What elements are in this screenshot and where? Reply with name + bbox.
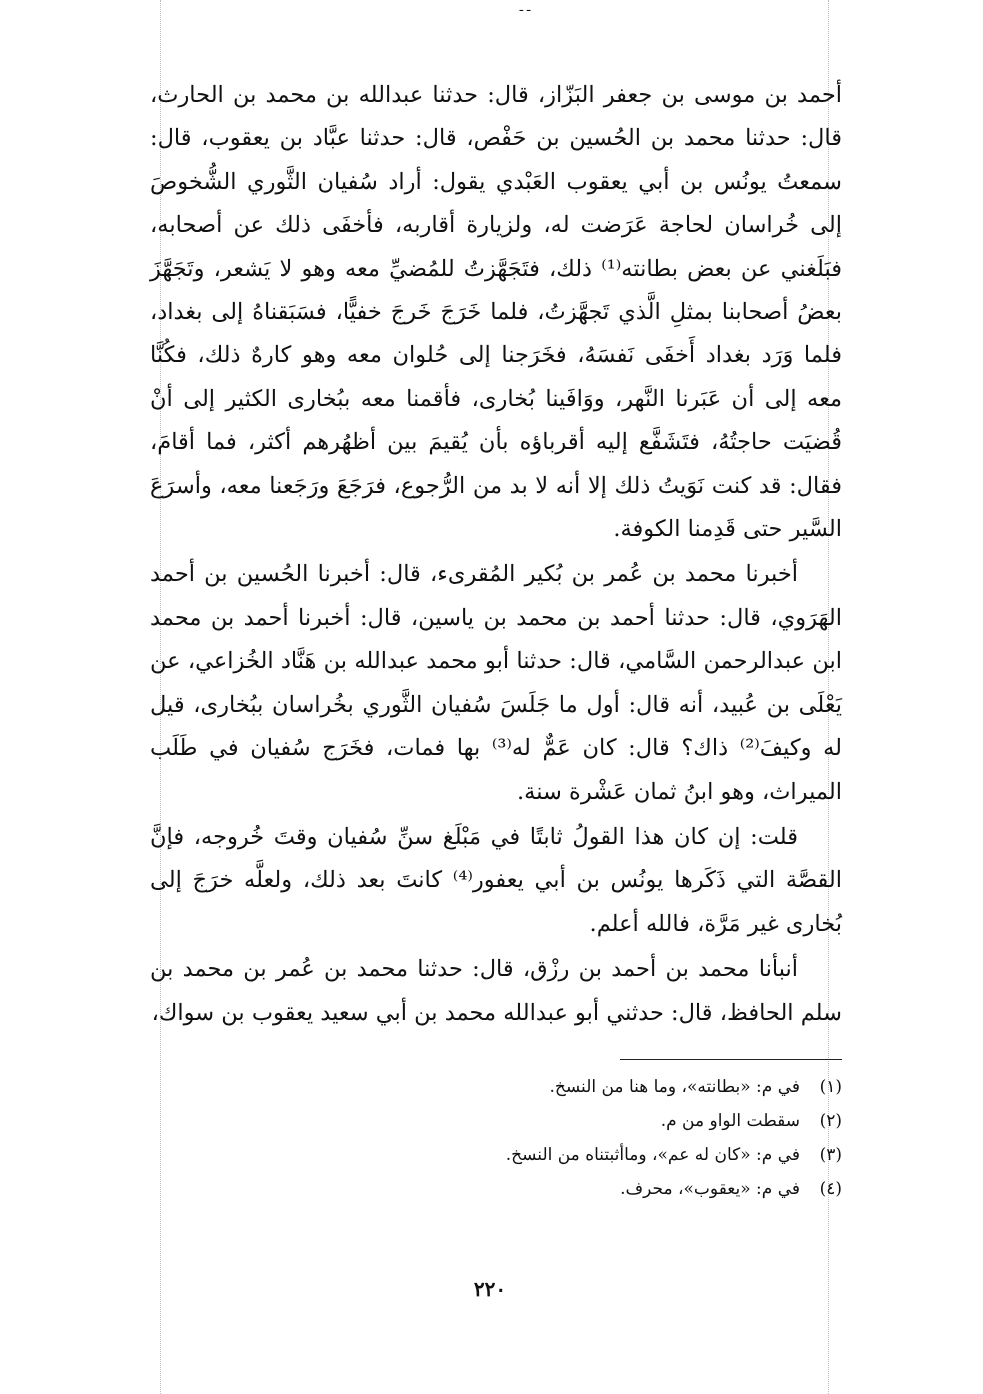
footnote-text: سقطت الواو من م.	[660, 1111, 800, 1131]
footnote-number: (٣)	[819, 1145, 842, 1165]
footnote	[200, 1172, 842, 1206]
footnote-text: في م: «كان له عم»، وماأثبتناه من النسخ.	[505, 1145, 800, 1165]
paragraph: أخبرنا محمد بن عُمر بن بُكير المُقرىء، قال: أخبرنا الحُسين بن أحمد الهَرَوي، قال: حدثنا أحمد بن محمد بن ياسين، قال: أخبرنا أحمد بن محمد ابن عبدالرحمن السَّامي، قال: حدثنا أبو محمد عبدالله بن هَنَّاد الخُزاعي، عن يَعْلَى بن عُبيد، أنه قال: أول ما جَلَسَ سُفيان الثَّوري بخُراسان ببُخارى، قيل له وكيفَ⁽²⁾ ذاك؟ قال: كان عَمٌّ له⁽³⁾ بها فمات، فخَرَج سُفيان في طَلَب الميراث، وهو ابنُ ثمان عَشْرة سنة.	[150, 561, 842, 805]
footnote-number: (١)	[819, 1077, 842, 1097]
body-text	[150, 74, 842, 1035]
footnote-separator	[620, 1059, 842, 1060]
page-number: ٢٢٠	[473, 1277, 507, 1301]
footnote-text: في م: «بطانته»، وما هنا من النسخ.	[549, 1077, 800, 1097]
footnote-number: (٤)	[819, 1179, 842, 1199]
paragraph: أنبأنا محمد بن أحمد بن رزْق، قال: حدثنا محمد بن عُمر بن محمد بن سلم الحافظ، قال: حدثني أبو عبدالله محمد بن أبي سعيد يعقوب بن سواك،	[150, 956, 842, 1026]
paragraph: قلت: إن كان هذا القولُ ثابتًا في مَبْلَغ سنِّ سُفيان وقتَ خُروجه، فإنَّ القصَّة التي ذَكَرها يونُس بن أبي يعفور⁽⁴⁾ كانتَ بعد ذلك، ولعلَّه خرَجَ إلى بُخارى غير مَرَّة، فالله أعلم.	[150, 823, 842, 937]
footnote-number: (٢)	[819, 1111, 842, 1131]
footnote	[200, 1104, 842, 1138]
footnote	[200, 1070, 842, 1104]
footnote	[200, 1138, 842, 1172]
top-mark: ـ ـ	[519, 0, 531, 14]
paragraph: أحمد بن موسى بن جعفر البَزّاز، قال: حدثنا عبدالله بن محمد بن الحارث، قال: حدثنا محمد بن الحُسين بن حَفْص، قال: حدثنا عبَّاد بن يعقوب، قال: سمعتُ يونُس بن أبي يعقوب العَبْدي يقول: أراد سُفيان الثَّوري الشُّخوصَ إلى خُراسان لحاجة عَرَضت له، ولزيارة أقاربه، فأخفَى ذلك عن أصحابه، فبَلَغني عن بعض بطانته⁽¹⁾ ذلك، فتَجَهَّزتُ للمُضيِّ معه وهو لا يَشعر، وتَجَهَّزَ بعضُ أصحابنا بمثلِ الَّذي تَجهَّزتُ، فلما خَرَجَ خَرجَ خفيًّا، فسَبَقناهُ إلى بغداد، فلما وَرَد بغداد أَخفَى نَفسَهُ، فخَرَجنا إلى حُلوان معه وهو كارهٌ ذلك، فكُنَّا معه إلى أن عَبَرنا النَّهر، ووَافَينا بُخارى، فأقمنا معه ببُخارى الكثير إلى أنْ قُضيَت حاجتُهُ، فتَشَفَّع إليه أقرباؤه بأن يُقيمَ بين أظهُرهم أكثر، فما أقامَ، فقال: قد كنت نَوَيتُ ذلك إلا أنه لا بد من الرُّجوع، فرَجَعَ ورَجَعنا معه، وأسرَعَ السَّير حتى قَدِمنا الكوفة.	[150, 82, 842, 543]
footnote-text: في م: «يعقوب»، محرف.	[620, 1179, 800, 1199]
footnotes	[200, 1070, 842, 1206]
